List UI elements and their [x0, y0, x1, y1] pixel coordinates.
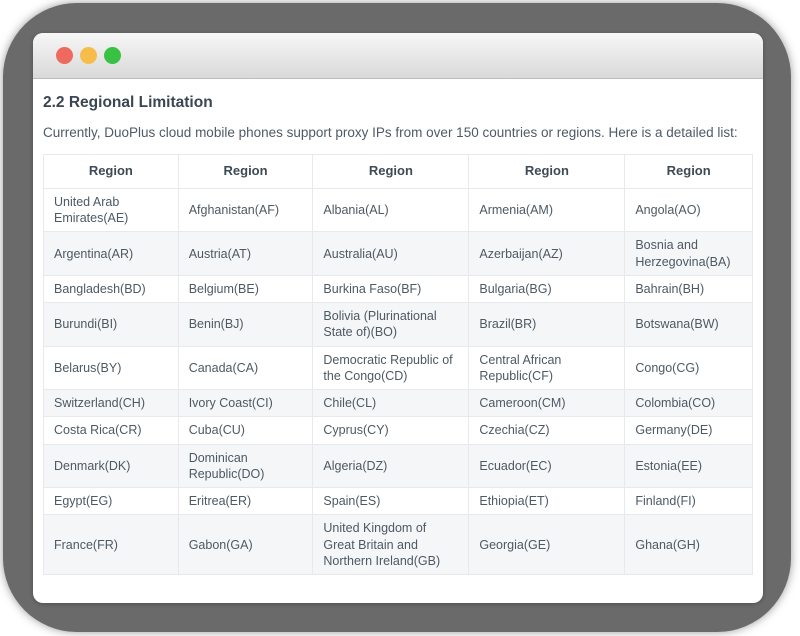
maximize-icon[interactable] [104, 47, 121, 64]
region-cell: Switzerland(CH) [44, 390, 179, 417]
intro-paragraph: Currently, DuoPlus cloud mobile phones support proxy IPs from over 150 countries or regions. Here is a detailed list: [43, 125, 738, 140]
region-cell: Armenia(AM) [469, 188, 625, 232]
region-cell: Czechia(CZ) [469, 417, 625, 444]
region-cell: United Arab Emirates(AE) [44, 188, 179, 232]
table-row [44, 417, 753, 444]
column-header: Region [625, 155, 753, 189]
table-row [44, 232, 753, 276]
region-cell: Colombia(CO) [625, 390, 753, 417]
region-cell: Democratic Republic of the Congo(CD) [313, 346, 469, 390]
region-cell: Bangladesh(BD) [44, 275, 179, 302]
region-cell: Azerbaijan(AZ) [469, 232, 625, 276]
region-cell: Cuba(CU) [178, 417, 313, 444]
table-row [44, 515, 753, 575]
region-cell: Bulgaria(BG) [469, 275, 625, 302]
region-cell: Cyprus(CY) [313, 417, 469, 444]
region-cell: Canada(CA) [178, 346, 313, 390]
region-cell: Egypt(EG) [44, 488, 179, 515]
region-cell: Algeria(DZ) [313, 444, 469, 488]
minimize-icon[interactable] [80, 47, 97, 64]
region-cell: Afghanistan(AF) [178, 188, 313, 232]
region-cell: Chile(CL) [313, 390, 469, 417]
table-header-row [44, 155, 753, 189]
region-cell: Austria(AT) [178, 232, 313, 276]
region-cell: Belgium(BE) [178, 275, 313, 302]
region-cell: Brazil(BR) [469, 303, 625, 347]
region-cell: Ghana(GH) [625, 515, 753, 575]
region-cell: Benin(BJ) [178, 303, 313, 347]
region-cell: Finland(FI) [625, 488, 753, 515]
region-cell: Ivory Coast(CI) [178, 390, 313, 417]
table-row [44, 390, 753, 417]
table-body [44, 188, 753, 574]
table-row [44, 488, 753, 515]
region-cell: Burundi(BI) [44, 303, 179, 347]
regions-table [43, 154, 753, 575]
region-cell: Central African Republic(CF) [469, 346, 625, 390]
region-cell: Cameroon(CM) [469, 390, 625, 417]
region-cell: Germany(DE) [625, 417, 753, 444]
table-row [44, 188, 753, 232]
window-titlebar [33, 33, 763, 79]
table-row [44, 444, 753, 488]
section-heading: 2.2 Regional Limitation [43, 94, 213, 111]
region-cell: Argentina(AR) [44, 232, 179, 276]
region-cell: Denmark(DK) [44, 444, 179, 488]
region-cell: Angola(AO) [625, 188, 753, 232]
region-cell: Gabon(GA) [178, 515, 313, 575]
region-cell: Congo(CG) [625, 346, 753, 390]
table-row [44, 303, 753, 347]
column-header: Region [44, 155, 179, 189]
column-header: Region [178, 155, 313, 189]
region-cell: Ecuador(EC) [469, 444, 625, 488]
region-cell: Ethiopia(ET) [469, 488, 625, 515]
column-header: Region [313, 155, 469, 189]
region-cell: Bosnia and Herzegovina(BA) [625, 232, 753, 276]
region-cell: Belarus(BY) [44, 346, 179, 390]
region-cell: Botswana(BW) [625, 303, 753, 347]
region-cell: Spain(ES) [313, 488, 469, 515]
region-cell: Australia(AU) [313, 232, 469, 276]
region-cell: Albania(AL) [313, 188, 469, 232]
region-cell: Eritrea(ER) [178, 488, 313, 515]
region-cell: Burkina Faso(BF) [313, 275, 469, 302]
region-cell: Bolivia (Plurinational State of)(BO) [313, 303, 469, 347]
region-cell: United Kingdom of Great Britain and Northern Ireland(GB) [313, 515, 469, 575]
region-cell: Bahrain(BH) [625, 275, 753, 302]
close-icon[interactable] [56, 47, 73, 64]
region-cell: Dominican Republic(DO) [178, 444, 313, 488]
region-cell: France(FR) [44, 515, 179, 575]
region-cell: Estonia(EE) [625, 444, 753, 488]
table-row [44, 275, 753, 302]
column-header: Region [469, 155, 625, 189]
table-row [44, 346, 753, 390]
page-content [33, 79, 763, 575]
region-cell: Georgia(GE) [469, 515, 625, 575]
browser-window [33, 33, 763, 603]
region-cell: Costa Rica(CR) [44, 417, 179, 444]
